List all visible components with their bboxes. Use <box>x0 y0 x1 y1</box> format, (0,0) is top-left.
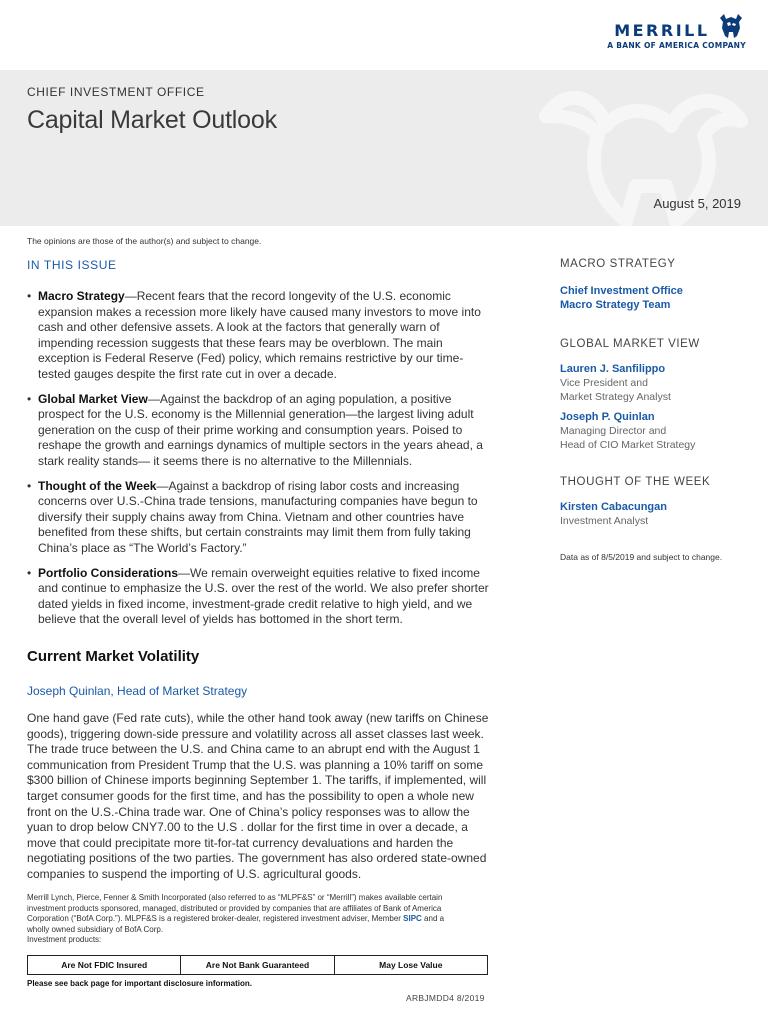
opinions-note: The opinions are those of the author(s) and subject to change. <box>27 236 262 246</box>
sidebar-heading: THOUGHT OF THE WEEK <box>560 476 711 488</box>
merrill-logo <box>607 12 746 50</box>
issue-item-text: —Against a backdrop of rising labor costs and increasing concerns over U.S.-China trade tensions, manufacturing companies have begun to diversify their supply chains away from China. Vietnam and other countries have benefited from these shifts, but certain constraints may limit them from fully taking China’s place as “The World’s Factory.” <box>38 478 478 555</box>
data-note: Data as of 8/5/2019 and subject to change. <box>560 552 723 562</box>
office-kicker: CHIEF INVESTMENT OFFICE <box>27 85 205 99</box>
sidebar-section-thought <box>560 476 750 528</box>
disclosure-cell: Are Not Bank Guaranteed <box>181 956 334 974</box>
issue-item <box>27 566 489 628</box>
main-article <box>27 648 489 883</box>
disclosure-note: Please see back page for important disclosure information. <box>27 979 252 988</box>
authors-sidebar <box>560 258 750 562</box>
sidebar-heading: MACRO STRATEGY <box>560 258 676 270</box>
legal-text <box>27 893 467 946</box>
issue-item-label: Global Market View <box>38 391 148 406</box>
top-bar <box>0 0 768 70</box>
legal-text-end: and a wholly owned subsidiary of BofA Corp. <box>27 914 445 934</box>
author-name: Kirsten Cabacungan <box>560 501 667 513</box>
disclosure-table <box>27 955 488 975</box>
document-id: ARBJMDD4 8/2019 <box>406 993 485 1003</box>
in-this-issue <box>27 258 489 637</box>
author-name: Joseph P. Quinlan <box>560 411 655 423</box>
header-banner <box>0 70 768 226</box>
issue-item-label: Thought of the Week <box>38 478 157 493</box>
issue-date: August 5, 2019 <box>653 196 741 211</box>
issue-item-label: Macro Strategy <box>38 289 125 303</box>
logo-tagline: A BANK OF AMERICA COMPANY <box>607 41 746 50</box>
author-name: Lauren J. Sanfilippo <box>560 363 666 375</box>
issue-item-text: —Against the backdrop of an aging population, a positive prospect for the U.S. economy is the Millennial generation—the largest living adult generation on the cusp of their prime working and consumption years. Poised to reshape the growth and earnings dynamics of multiple sectors in the years ahead, a stark reality stands— it seems there is no alternative to the Millennials. <box>38 391 483 468</box>
sidebar-heading: GLOBAL MARKET VIEW <box>560 338 700 350</box>
article-byline: Joseph Quinlan, Head of Market Strategy <box>27 684 248 698</box>
issue-item-label: Portfolio Considerations <box>38 565 179 580</box>
issue-item <box>27 392 489 470</box>
issue-item-text: —We remain overweight equities relative to fixed income and continue to emphasize the U.S. over the rest of the world. We also prefer shorter dated yields in fixed income, investment-grade credit relative to high yield, and we believe that the overall level of yields has bottomed in the short term. <box>38 565 489 627</box>
disclosure-cell: Are Not FDIC Insured <box>28 956 181 974</box>
disclosure-cell: May Lose Value <box>379 960 443 970</box>
sidebar-section-macro <box>560 258 750 312</box>
sipc-link[interactable]: SIPC <box>403 914 422 923</box>
in-this-issue-heading: IN THIS ISSUE <box>27 258 117 272</box>
article-title: Current Market Volatility <box>27 648 200 665</box>
sidebar-section-global <box>560 338 750 452</box>
page-title: Capital Market Outlook <box>27 106 277 134</box>
investment-products-label: Investment products: <box>27 935 102 944</box>
author-role: Vice President and Market Strategy Analyst <box>560 377 671 403</box>
article-body: One hand gave (Fed rate cuts), while the other hand took away (new tariffs on Chinese goods), triggering down-side pressure and volatility across all asset classes last week. The trade truce between the U.S. and China came to an abrupt end with the August 1 communication from President Trump that the U.S. was planning a 10% tariff on some $300 billion of Chinese imports beginning September 1. The tariffs, if implemented, will target consumer goods for the first time, and has the possibility to open a whole new front on the U.S.-China trade war. One of China’s policy responses was to allow the yuan to drop below CNY7.00 to the U.S . dollar for the first time in over a decade, a move that could precipitate more tit-for-tat currency devaluations and harden the negotiating positions of the two parties. The government has also ordered state-owned companies to suspend the importing of U.S. agricultural goods. <box>27 711 489 881</box>
author-name: Chief Investment Office Macro Strategy Team <box>560 285 683 311</box>
issue-item <box>27 289 489 383</box>
legal-text-start: Merrill Lynch, Pierce, Fenner & Smith Incorporated (also referred to as “MLPF&S” or “Merrill”) makes available certain investment products sponsored, managed, distributed or provided by companies that are affiliates of Bank of America Corporation (“BofA Corp.”). MLPF&S is a registered broker-dealer, registered investment adviser, Member <box>27 893 443 923</box>
author-role: Managing Director and Head of CIO Market Strategy <box>560 425 696 451</box>
issue-item <box>27 479 489 557</box>
author-role: Investment Analyst <box>560 515 649 527</box>
logo-wordmark: MERRILL <box>614 21 710 40</box>
bull-icon <box>716 12 746 40</box>
issue-item-text: —Recent fears that the record longevity of the U.S. economic expansion makes a recession more likely have caused many investors to move into cash and other defensive assets. A look at the factors that generally warn of impending recession suggests that these fears may be overblown. The main exception is Federal Reserve (Fed) policy, which remains restrictive by our time-tested gauges despite the first rate cut in over a decade. <box>38 289 481 381</box>
issue-list <box>27 289 489 628</box>
